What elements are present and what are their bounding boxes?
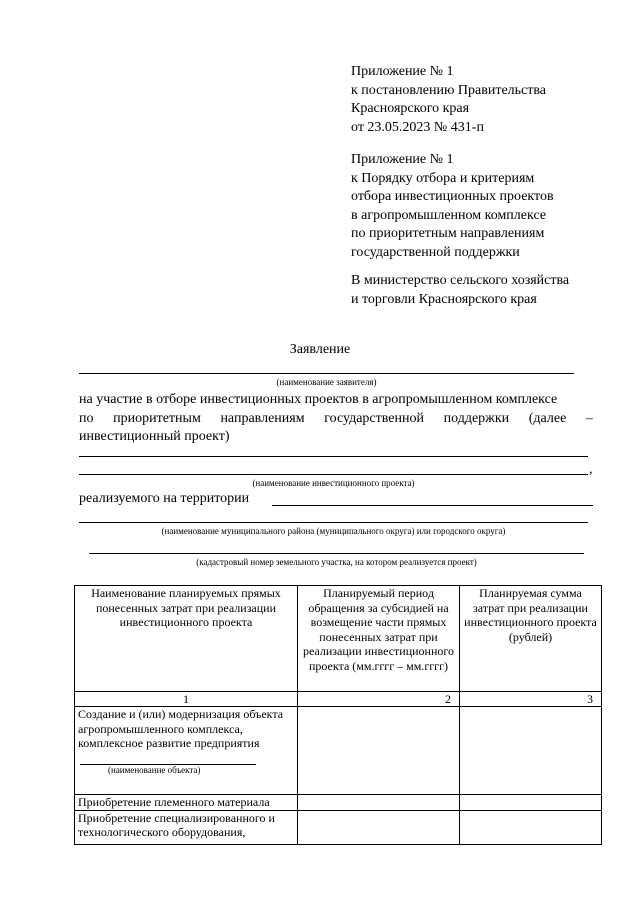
appendix-line: Красноярского края xyxy=(351,101,470,117)
row-name-cell: Приобретение племенного материала xyxy=(75,795,298,811)
period-cell[interactable] xyxy=(298,810,460,844)
appendix-line: отбора инвестиционных проектов xyxy=(351,189,554,205)
appendix-line: Приложение № 1 xyxy=(351,64,454,79)
purpose-paragraph xyxy=(79,391,593,447)
header-cell-sum: Планируемая сумма затрат при реализации инвестиционного проекта (рублей) xyxy=(460,586,602,692)
territory-label: реализуемого на территории xyxy=(79,491,250,506)
period-cell[interactable] xyxy=(298,707,460,795)
word: по xyxy=(79,410,94,426)
applicant-fill-line xyxy=(79,373,574,374)
word: приоритетным xyxy=(113,410,201,426)
appendix-2-block xyxy=(351,151,631,263)
project-fill-line-2 xyxy=(79,474,588,475)
project-caption: (наименование инвестиционного проекта) xyxy=(252,478,415,488)
table-row xyxy=(75,795,602,811)
header-cell-period: Планируемый период обращения за субсидией на возмещение части прямых понесенных затрат при реализации инвестиционного проекта (мм.гггг – мм.гггг) xyxy=(298,586,460,692)
appendix-line: от 23.05.2023 № 431-п xyxy=(351,119,484,135)
object-caption: (наименование объекта) xyxy=(108,764,201,775)
paragraph-line-1: на участие в отборе инвестиционных проектов в агропромышленном комплексе xyxy=(79,392,558,407)
table-number-row xyxy=(75,692,602,707)
table-row xyxy=(75,810,602,844)
territory-fill-line xyxy=(272,505,593,506)
cadastral-fill-line xyxy=(89,553,584,554)
sum-cell[interactable] xyxy=(460,707,602,795)
comma: , xyxy=(589,462,593,477)
appendix-line: к Порядку отбора и критериям xyxy=(351,170,535,186)
sum-cell[interactable] xyxy=(460,810,602,844)
word: поддержки xyxy=(443,410,510,426)
column-number: 3 xyxy=(460,692,602,707)
table-row xyxy=(75,707,602,795)
paragraph-line-2 xyxy=(79,410,593,429)
appendix-line: по приоритетным направлениям xyxy=(351,226,545,242)
cadastral-caption: (кадастровый номер земельного участка, на котором реализуется проект) xyxy=(196,557,477,567)
addressee-block xyxy=(351,272,631,309)
costs-table xyxy=(74,585,602,845)
appendix-line: в агропромышленном комплексе xyxy=(351,207,547,223)
header-cell-name: Наименование планируемых прямых понесенных затрат при реализации инвестиционного проекта xyxy=(75,586,298,692)
appendix-1-block xyxy=(351,63,631,137)
word: государственной xyxy=(324,410,424,426)
sum-cell[interactable] xyxy=(460,795,602,811)
municipality-fill-line xyxy=(79,522,588,523)
appendix-line: Приложение № 1 xyxy=(351,152,454,167)
word: (далее xyxy=(528,410,567,426)
word: – xyxy=(585,410,593,426)
row-name-cell xyxy=(75,707,298,795)
paragraph-line-3: инвестиционный проект) xyxy=(79,429,230,444)
document-title: Заявление xyxy=(289,342,351,357)
period-cell[interactable] xyxy=(298,795,460,811)
addressee-line: В министерство сельского хозяйства xyxy=(351,273,570,288)
project-fill-line-1 xyxy=(79,456,588,457)
word: направлениям xyxy=(220,410,305,426)
appendix-line: к постановлению Правительства xyxy=(351,82,547,98)
appendix-line: государственной поддержки xyxy=(351,244,520,260)
row-name-cell: Приобретение специализированного и технологического оборудования, xyxy=(75,810,298,844)
table-header-row xyxy=(75,586,602,692)
addressee-line: и торговли Красноярского края xyxy=(351,291,537,307)
row-name: Создание и (или) модернизация объекта агропромышленного комплекса, комплексное развитие предприятия xyxy=(78,707,284,750)
applicant-caption: (наименование заявителя) xyxy=(276,377,377,387)
municipality-caption: (наименование муниципального района (муниципального округа) или городского округа) xyxy=(161,526,506,536)
column-number: 2 xyxy=(298,692,460,707)
column-number: 1 xyxy=(75,692,298,707)
